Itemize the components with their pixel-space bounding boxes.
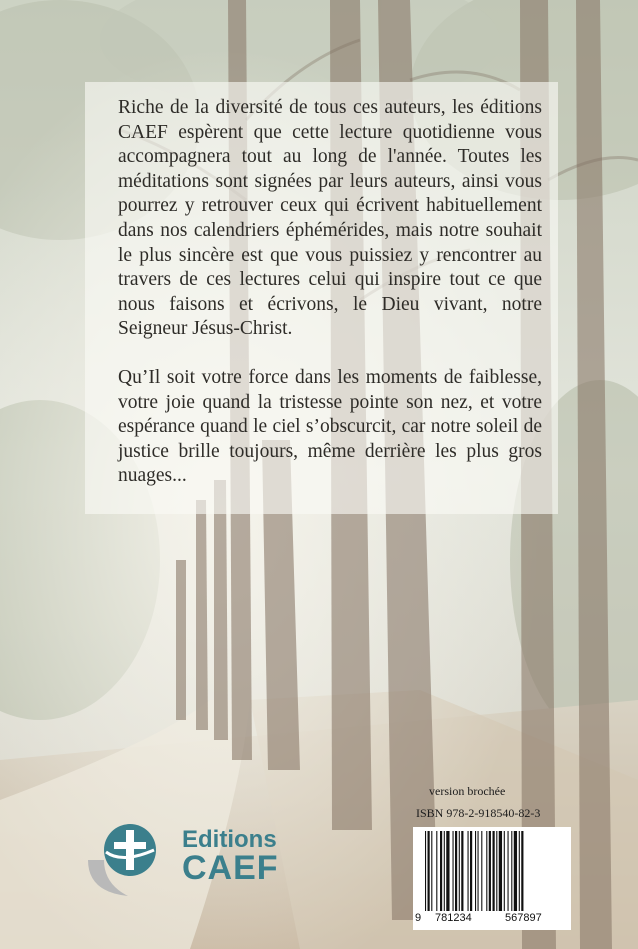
body-paragraph-1: Riche de la diversité de tous ces auteurs, les éditions CAEF espèrent que cette lecture quotidienne vous accompagnera tout au long de l'année. Toutes les méditations sont signées par leurs auteurs, ainsi vous pourrez y retrouver ceux qui écrivent habituellement dans nos calendriers éphémérides, mais notre souhait le plus sincère est que vous puissiez y rencontrer au travers de ces lectures celui qui inspire tout ce que nous faisons et écrivons, le Dieu vivant, notre Seigneur Jésus-Christ. xyxy=(118,97,542,340)
edition-label: version brochée xyxy=(429,784,506,798)
barcode-group-1: 781234 xyxy=(435,912,472,924)
barcode-group-2: 567897 xyxy=(505,912,542,924)
body-paragraph-2: Qu’Il soit votre force dans les moments de faiblesse, votre joie quand la tristesse pointe son nez, et votre espérance quand le ciel s’obscurcit, car notre soleil de justice brille toujours, même derrière les plus gros nuages... xyxy=(118,367,542,487)
publisher-name-line2: CAEF xyxy=(182,849,279,887)
isbn-number: ISBN 978-2-918540-82-3 xyxy=(416,806,541,820)
barcode xyxy=(413,827,571,930)
barcode-bars-icon xyxy=(413,827,571,915)
barcode-digits xyxy=(413,912,571,928)
publisher-name-line1: Editions xyxy=(182,826,277,853)
barcode-first-digit: 9 xyxy=(415,912,422,924)
